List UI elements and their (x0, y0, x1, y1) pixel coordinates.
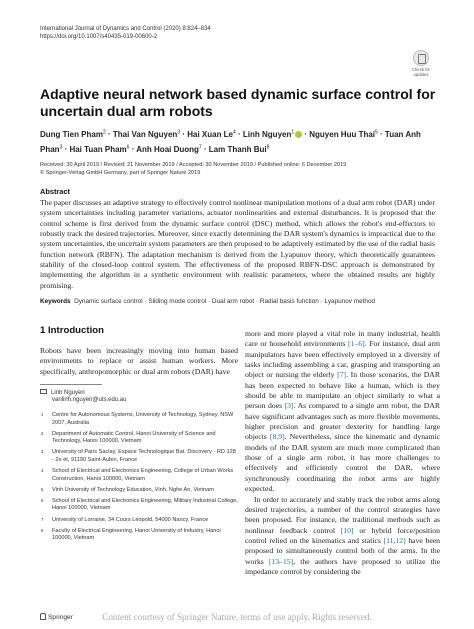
courtesy-watermark: Content courtesy of Springer Nature, terms of use apply. Rights reserved. (102, 612, 372, 622)
section-heading-introduction: 1 Introduction (40, 325, 104, 336)
citation-link[interactable]: [13–15] (268, 556, 294, 566)
intro-right-column (245, 329, 440, 577)
affiliation: 6 School of Electrical and Electronics Engineering, Military Industrial College, Hanoi 100000, Vietnam (41, 497, 238, 512)
affiliation: 2 Department of Automatic Control, Hanoi University of Science and Technology, Hanoi 100000, Vietnam (41, 430, 216, 445)
author[interactable]: Dung Tien Pham$^2$ (40, 129, 106, 139)
publication-dates: Received: 30 April 2019 / Revised: 21 November 2019 / Accepted: 30 November 2019 / Published online: 6 December 2019 © Springer-Verlag GmbH Germany, part of Springer Nature 2019 (40, 161, 450, 177)
intro-left-column: Robots have been increasingly moving into human based environments to replace or assist human workers. More specifically, anthropomorphic or dual arm robots (DAR) have (40, 346, 238, 376)
contact-name: Linh Nguyen (51, 390, 85, 396)
intro-paragraph: In order to accurately and stably track the robot arms along desired trajectories, a number of the control strategies have been proposed. For instance, the traditional methods such as nonlinear feedback control [10] or hybrid force/position control relied on the kinematics and statics [11,12] have been proposed to simultaneously control both of the arms. In the works [13–15], the authors have proposed to utilize the impedance control by considering the (245, 494, 440, 576)
affiliation: 5 Vinh University of Technology Education, Vinh, Nghe An, Vietnam (41, 486, 214, 493)
paper-title: Adaptive neural network based dynamic surface control for uncertain dual arm robots (40, 86, 436, 119)
journal-citation: International Journal of Dynamics and Control (2020) 8:824–834 (40, 26, 211, 32)
corresponding-author (40, 389, 238, 405)
author[interactable]: Anh Hoai Duong$^7$ (136, 144, 202, 154)
author[interactable]: Hai Tuan Pham$^6$ (69, 144, 130, 154)
publisher-mark: Springer (40, 613, 73, 621)
journal-header (40, 26, 211, 41)
orcid-icon[interactable] (295, 131, 302, 138)
copyright: © Springer-Verlag GmbH Germany, part of Springer Nature 2019 (40, 170, 201, 177)
check-for-updates-badge[interactable]: Check for updates (405, 50, 437, 77)
citation-link[interactable]: [11,12] (383, 535, 406, 545)
author[interactable]: Hai Xuan Le$^4$ (187, 129, 236, 139)
affiliation: 3 University of Paris Saclay, Espace Technologique Bat. Discovery - RD 128 - 2e ét, 91190 Saint-Aubin, France (41, 449, 236, 463)
author[interactable]: Lam Thanh Bui$^8$ (208, 144, 270, 154)
citation-link[interactable]: [1–6] (348, 339, 365, 349)
affiliation: 4 School of Electrical and Electronics Engineering, College of Urban Works Construction, Hanoi 100000, Vietnam (41, 468, 234, 482)
citation-link[interactable]: [7] (337, 370, 347, 380)
author[interactable]: Tuan Anh Phan$^3$ (40, 129, 421, 154)
author[interactable]: Thai Van Nguyen$^3$ (112, 129, 181, 139)
affiliations (40, 412, 238, 546)
citation-link[interactable]: [3] (284, 401, 294, 411)
citation-link[interactable]: [10] (340, 525, 354, 535)
abstract-text: The paper discusses an adaptive strategy to effectively control nonlinear manipulation motions of a dual arm robot (DAR) under system uncertainties including parameter variations, actuator nonlinearities and external disturbances. It is proposed that the control scheme is first derived from the dynamic surface control (DSC) method, which allows the robot's end-effectors to robustly track the desired trajectories. Moreover, since exactly determining the DAR system's dynamics is impractical due to the system uncertainties, the uncertain system parameters are then proposed to be adaptively estimated by the use of the radial basis function network (RBFN). The adaptation mechanism is derived from the Lyapunov theory, which theoretically guarantees stability of the closed-loop control system. The effectiveness of the proposed RBFN-DSC approach is demonstrated by implementing the algorithm in a synthetic environment with realistic parameters, where the obtained results are highly promising. (40, 198, 435, 290)
citation-link[interactable]: [8,9] (269, 432, 285, 442)
affiliation: 8 Faculty of Electrical Engineering, Hanoi University of Industry, Hanoi 100000, Vietnam (41, 527, 221, 542)
keywords (40, 298, 440, 305)
envelope-icon (40, 389, 47, 394)
footnote-divider (40, 384, 102, 385)
abstract-heading: Abstract (40, 187, 70, 196)
intro-paragraph: more and more played a vital role in many industrial, health care or household environments [1–6]. For instance, dual arm manipulators have been effectively employed in a diversity of tasks including assembling a car, grasping and transporting an object or nursing the elderly [7]. In those scenarios, the DAR has been expected to behave like a human, which is they should be able to manipulate an object similarly to what a person does [3]. As compared to a single arm robot, the DAR have significant advantages such as more flexible movements, higher precision and greater dexterity for handling large objects [8,9]. Nevertheless, since the kinematic and dynamic models of the DAR system are much more complicated than those of a single arm robot, it has more challenges to effectively and efficiently control the DAR, where synchronously coordinating the robot arms are highly expected. (245, 329, 440, 494)
check-updates-icon (413, 50, 429, 66)
author-list: Dung Tien Pham$^2$ · Thai Van Nguyen$^3$ · Hai Xuan $Le^4$ · Linh Nguyen$^1$ · Nguyen Huu Thai$^5$ · Tuan Anh Phan$^3$ · Hai Tuan Pham$^6$ · Anh Hoai Duong$^7$ · Lam Thanh Bui$^8$ (40, 129, 421, 154)
contact-email[interactable]: vanlinh.nguyen@uts.edu.au (52, 397, 127, 404)
author[interactable]: Linh Nguyen$^1$ (242, 129, 295, 139)
doi-link[interactable]: https://doi.org/10.1007/s40435-019-00600-2 (40, 33, 158, 40)
author[interactable]: Nguyen Huu Thai$^5$ (309, 129, 378, 139)
affiliation: 7 University of Lorraine, 34 Cours Léopold, 54000 Nancy, France (41, 516, 209, 523)
keywords-list: Dynamic surface control · Sliding mode control · Dual arm robot · Radial basis function · Lyapunov method (74, 298, 376, 305)
keywords-label: Keywords (40, 298, 71, 305)
affiliation: 1 Centre for Autonomous Systems, University of Technology, Sydney, NSW 2007, Australia (41, 412, 234, 426)
